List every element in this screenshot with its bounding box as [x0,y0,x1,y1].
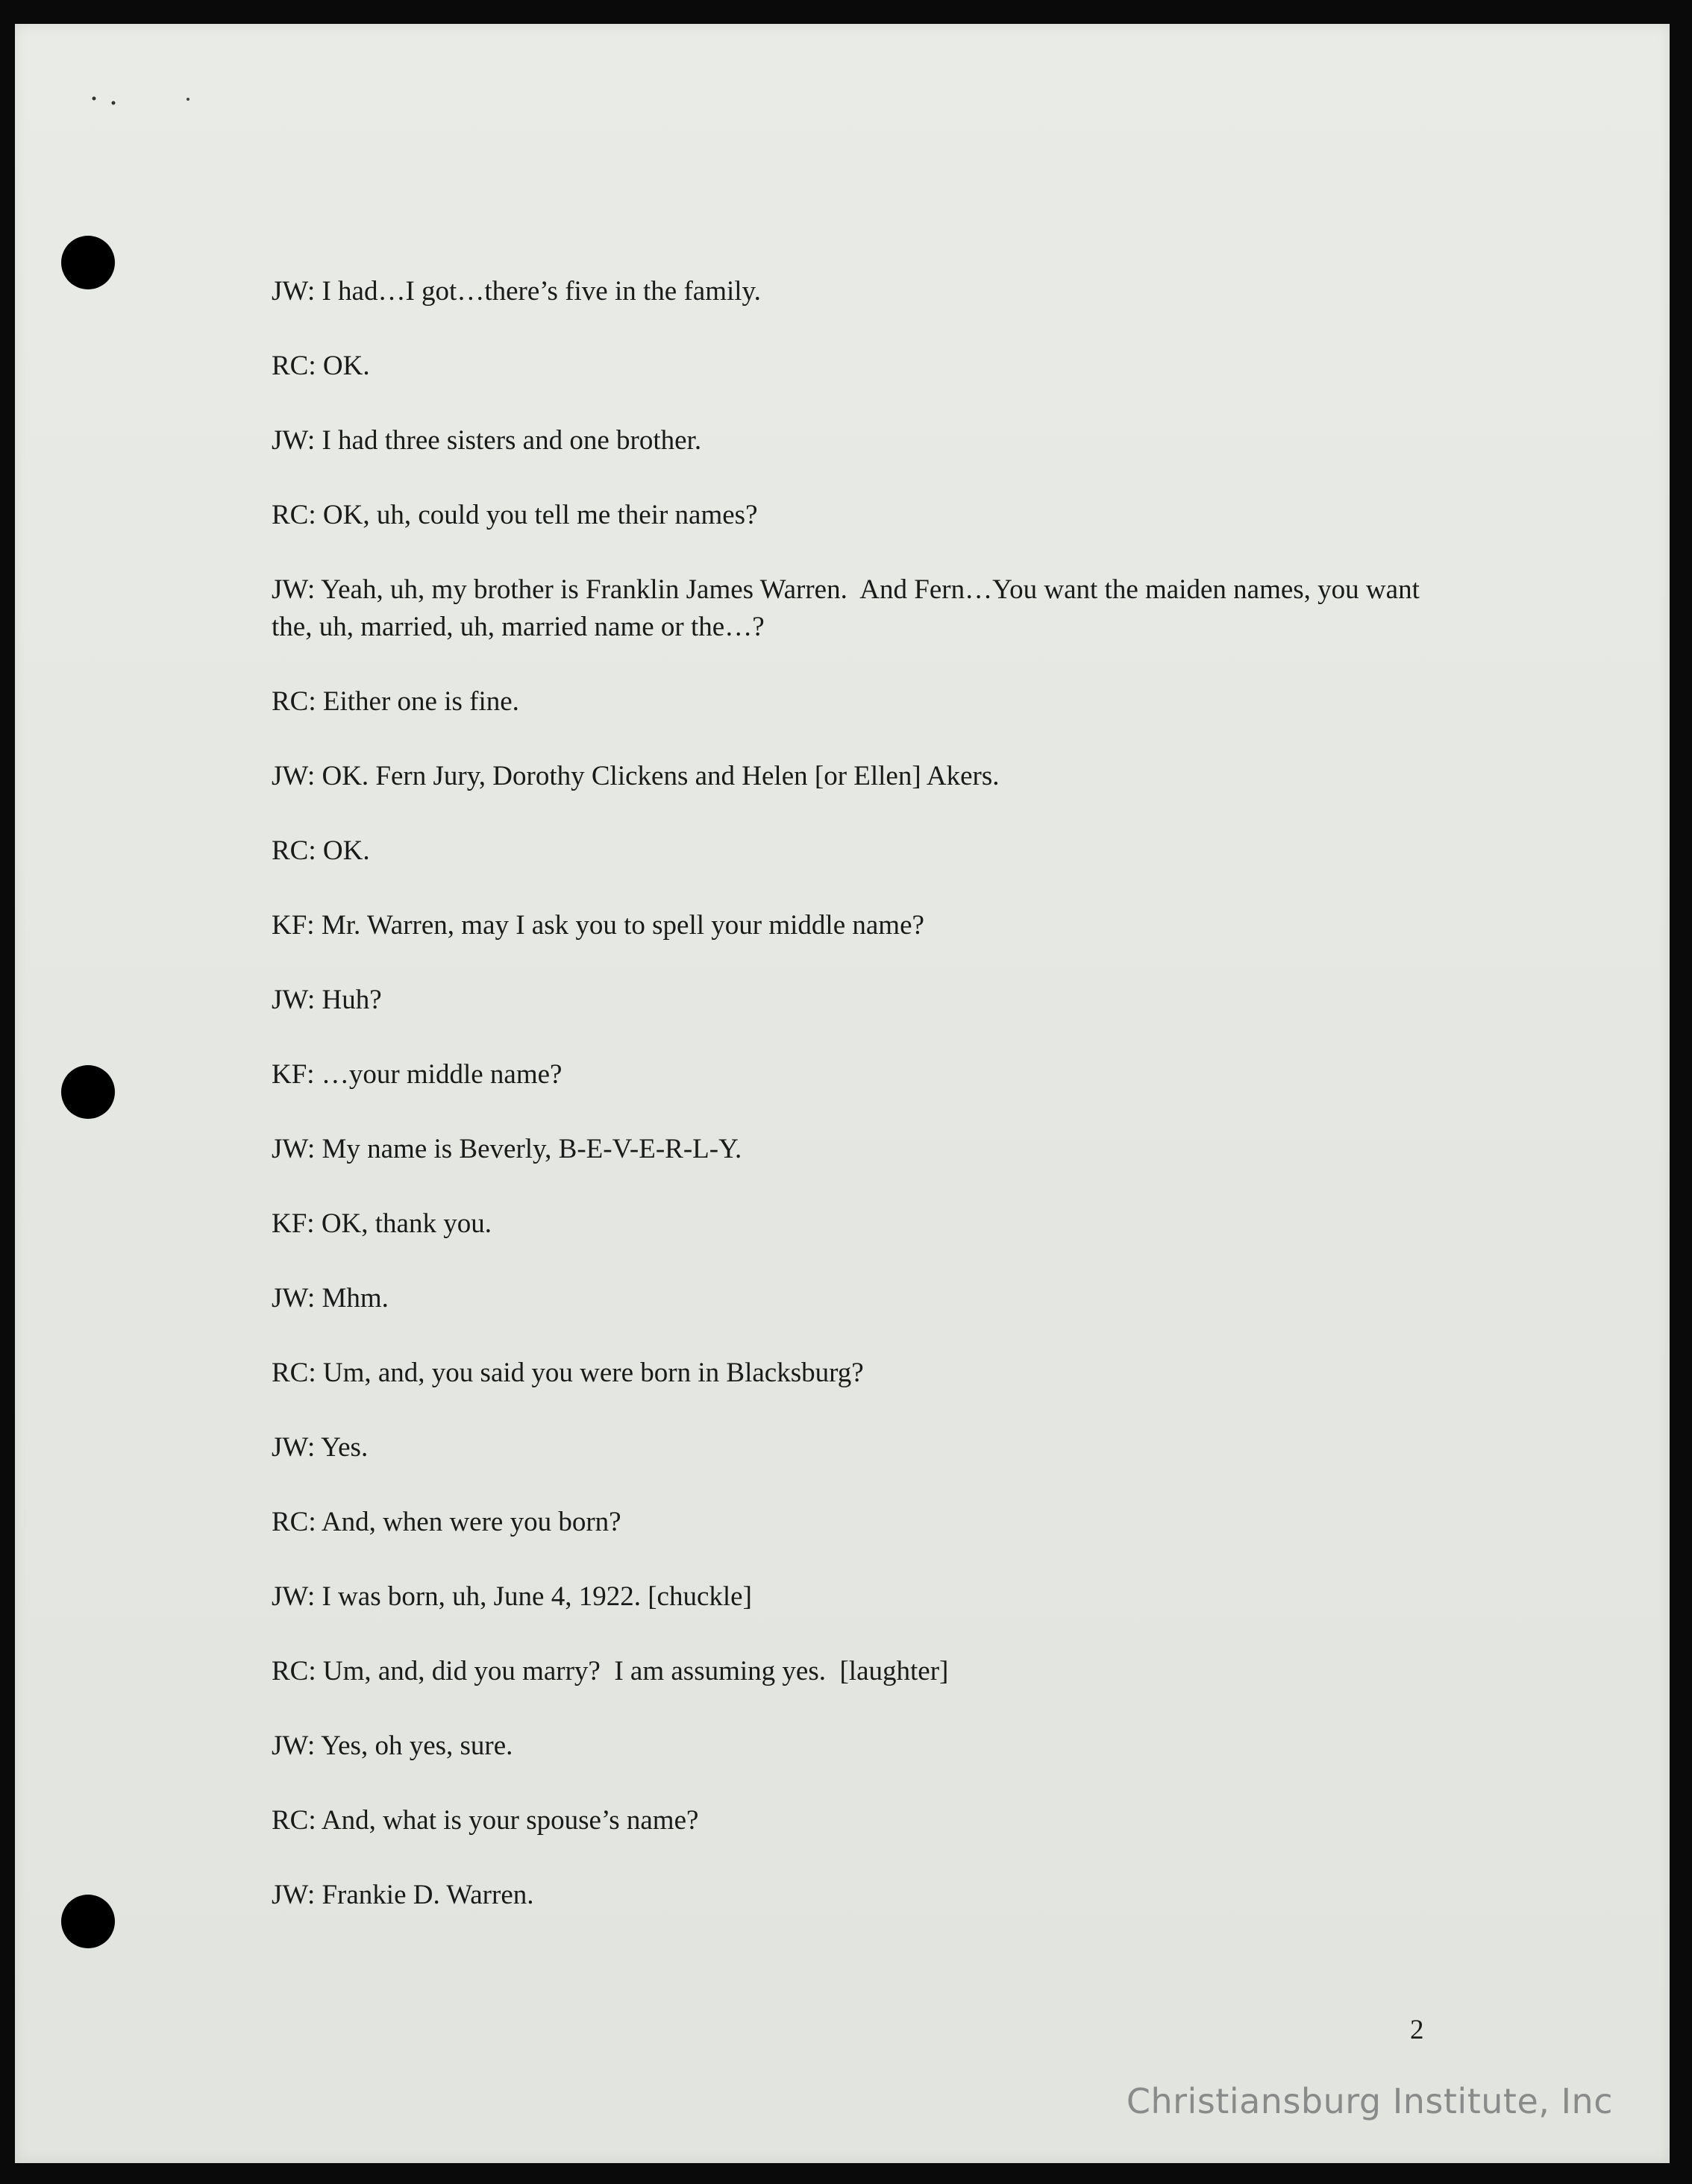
transcript-line: JW: Yes, oh yes, sure. [272,1730,513,1761]
transcript-line: JW: I had three sisters and one brother. [272,425,702,456]
paper-specks [91,95,195,110]
transcript-line: RC: OK. [272,835,370,866]
page-number: 2 [1410,2015,1424,2045]
watermark: Christiansburg Institute, Inc [1126,2081,1613,2121]
transcript-line: KF: …your middle name? [272,1059,563,1090]
transcript-line: KF: OK, thank you. [272,1208,492,1239]
transcript-line: KF: Mr. Warren, may I ask you to spell your middle name? [272,910,924,941]
transcript-line: RC: And, when were you born? [272,1507,621,1537]
transcript-line: JW: OK. Fern Jury, Dorothy Clickens and Helen [or Ellen] Akers. [272,761,1000,791]
transcript-line: JW: I had…I got…there’s five in the family. [272,276,761,307]
transcript-line: JW: Huh? [272,985,382,1015]
transcript-line: RC: Um, and, did you marry? I am assuming yes. [laughter] [272,1656,949,1686]
transcript-line: RC: OK, uh, could you tell me their names? [272,500,758,530]
document-page [15,24,1670,2163]
transcript-line: JW: My name is Beverly, B-E-V-E-R-L-Y. [272,1134,742,1164]
transcript-line: RC: Um, and, you said you were born in Blacksburg? [272,1358,864,1388]
transcript-line: JW: Frankie D. Warren. [272,1880,534,1910]
transcript-line: RC: And, what is your spouse’s name? [272,1805,699,1836]
transcript-line: JW: Yes. [272,1432,369,1463]
transcript-line: JW: I was born, uh, June 4, 1922. [chuckle] [272,1581,752,1612]
punch-hole-bottom [61,1895,115,1948]
transcript-line: JW: Yeah, uh, my brother is Franklin James Warren. And Fern…You want the maiden names, you want the, uh, married, uh, married name or the…? [272,574,1427,642]
transcript-line: RC: OK. [272,351,370,381]
interview-transcript [272,273,1435,1951]
punch-hole-top [61,236,115,289]
punch-hole-middle [61,1065,115,1119]
transcript-line: RC: Either one is fine. [272,686,519,717]
transcript-line: JW: Mhm. [272,1283,389,1314]
